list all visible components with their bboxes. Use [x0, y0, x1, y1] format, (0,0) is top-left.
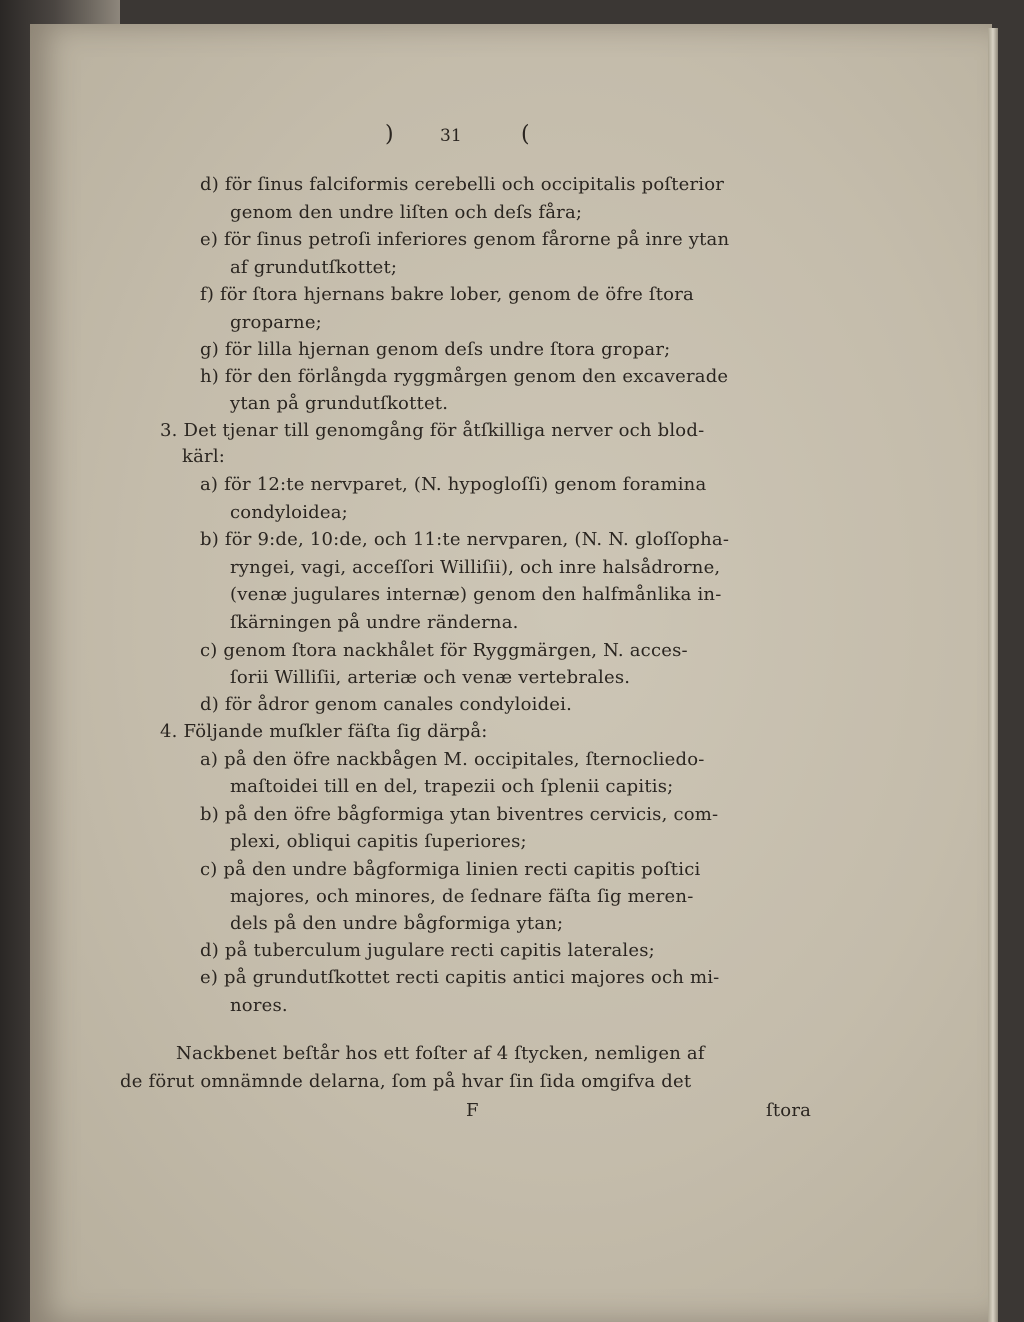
text-line: 4. Följande muſkler fäſta ſig därpå: [160, 721, 488, 742]
text-line: c) på den undre bågformiga linien recti capitis poſtici [200, 859, 701, 880]
text-line: condyloidea; [230, 502, 348, 523]
text-line: ſkärningen på undre ränderna. [230, 612, 519, 633]
catchword: ſtora [766, 1100, 812, 1121]
text-line: a) på den öfre nackbågen M. occipitales, ſternocliedo- [200, 749, 705, 770]
text-line: b) på den öfre bågformiga ytan biventres cervicis, com- [200, 804, 719, 825]
page-number: 31 [440, 126, 462, 146]
text-line: d) på tuberculum jugulare recti capitis laterales; [200, 940, 655, 961]
text-line: c) genom ſtora nackhålet för Ryggmärgen, N. acces- [200, 640, 688, 661]
text-line: a) för 12:te nervparet, (N. hypogloſſi) genom foramina [200, 474, 707, 495]
text-line: af grundutſkottet; [230, 257, 398, 278]
signature-mark: F [466, 1100, 479, 1121]
text-line: d) för ådror genom canales condyloidei. [200, 694, 573, 715]
text-line: genom den undre liſten och deſs fåra; [230, 202, 583, 223]
text-line: dels på den undre bågformiga ytan; [230, 913, 564, 934]
text-line: ytan på grundutſkottet. [230, 393, 449, 414]
text-line: plexi, obliqui capitis ſuperiores; [230, 831, 527, 852]
text-line: g) för lilla hjernan genom deſs undre ſtora gropar; [200, 339, 671, 360]
text-line: kärl: [182, 446, 226, 467]
text-line: majores, och minores, de ſednare fäſta ſig meren- [230, 886, 694, 907]
header-right-mark: ( [521, 122, 530, 147]
text-line: d) för ſinus falciformis cerebelli och occipitalis poſterior [200, 174, 725, 195]
text-line: (venæ jugulares internæ) genom den halfmånlika in- [230, 584, 722, 605]
text-line: ryngei, vagi, acceſſori Williſii), och inre halsådrorne, [230, 557, 721, 578]
text-line: ſorii Williſii, arteriæ och venæ vertebrales. [230, 667, 631, 688]
header-left-mark: ) [385, 122, 394, 147]
text-line: 3. Det tjenar till genomgång för åtſkilliga nerver och blod- [160, 420, 705, 441]
text-line: nores. [230, 995, 288, 1016]
text-line: h) för den förlångda ryggmårgen genom den excaverade [200, 366, 729, 387]
text-line: e) för ſinus petroſi inferiores genom fårorne på inre ytan [200, 229, 730, 250]
text-line: Nackbenet beſtår hos ett foſter af 4 ſtycken, nemligen af [176, 1043, 705, 1064]
text-line: maſtoidei till en del, trapezii och ſplenii capitis; [230, 776, 674, 797]
text-line: groparne; [230, 312, 322, 333]
text-line: b) för 9:de, 10:de, och 11:te nervparen, (N. N. gloſſopha- [200, 529, 730, 550]
text-line: de förut omnämnde delarna, ſom på hvar ſin ſida omgifva det [120, 1071, 692, 1092]
text-line: e) på grundutſkottet recti capitis antici majores och mi- [200, 967, 720, 988]
text-line: f) för ſtora hjernans bakre lober, genom de öfre ſtora [200, 284, 694, 305]
